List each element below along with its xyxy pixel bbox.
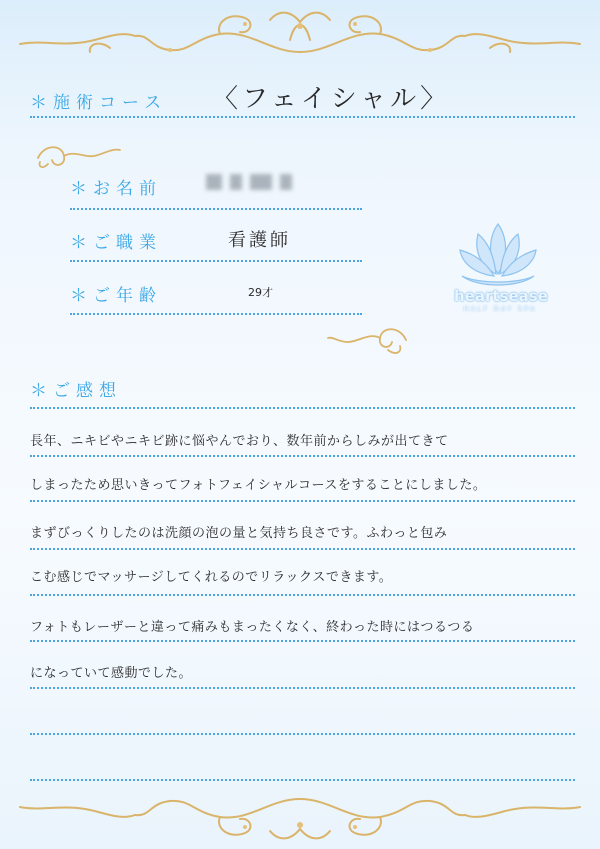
brand-tagline: HALF DAY SPA	[463, 305, 537, 313]
flourish-left	[34, 140, 124, 174]
brand-name: heartsease	[454, 287, 548, 305]
name-value-blurred	[206, 173, 292, 191]
comment-line-6: になっていて感動でした。	[30, 666, 193, 681]
comment-line-4: こむ感じでマッサージしてくれるのでリラックスできます。	[30, 570, 393, 585]
course-value: 〈フェイシャル〉	[212, 84, 451, 114]
age-underline	[70, 313, 362, 315]
brand-logo	[454, 287, 546, 313]
occupation-value: 看護師	[228, 230, 291, 251]
age-value: 29才	[248, 286, 273, 299]
top-ornament	[0, 0, 600, 60]
flourish-right	[326, 320, 410, 360]
occupation-label: ＊ご職業	[70, 233, 162, 253]
name-underline	[70, 208, 362, 210]
course-underline	[30, 116, 575, 118]
comment-line-3: まずびっくりしたのは洗顔の泡の量と気持ち良さです。ふわっと包み	[30, 526, 448, 541]
comment-line-1: 長年、ニキビやニキビ跡に悩やんでおり、数年前からしみが出てきて	[30, 434, 449, 449]
comment-line-2: しまったため思いきってフォトフェイシャルコースをすることにしました。	[30, 478, 487, 493]
comment-rule-5	[30, 640, 575, 642]
comment-rule-4	[30, 594, 575, 596]
comments-label: ＊ご感想	[30, 381, 122, 401]
comment-rule-7	[30, 733, 575, 735]
comment-line-5: フォトもレーザーと違って痛みもまったくなく、終わった時にはつるつる	[30, 620, 475, 635]
occupation-underline	[70, 260, 362, 262]
comment-rule-3	[30, 548, 575, 550]
comment-rule-2	[30, 500, 575, 502]
course-label: ＊施術コース	[30, 93, 168, 113]
age-label: ＊ご年齢	[70, 286, 162, 306]
comments-header-underline	[30, 407, 575, 409]
comment-rule-1	[30, 455, 575, 457]
comment-rule-6	[30, 687, 575, 689]
comment-rule-8	[30, 779, 575, 781]
bottom-ornament	[0, 789, 600, 849]
name-label: ＊お名前	[70, 179, 162, 199]
